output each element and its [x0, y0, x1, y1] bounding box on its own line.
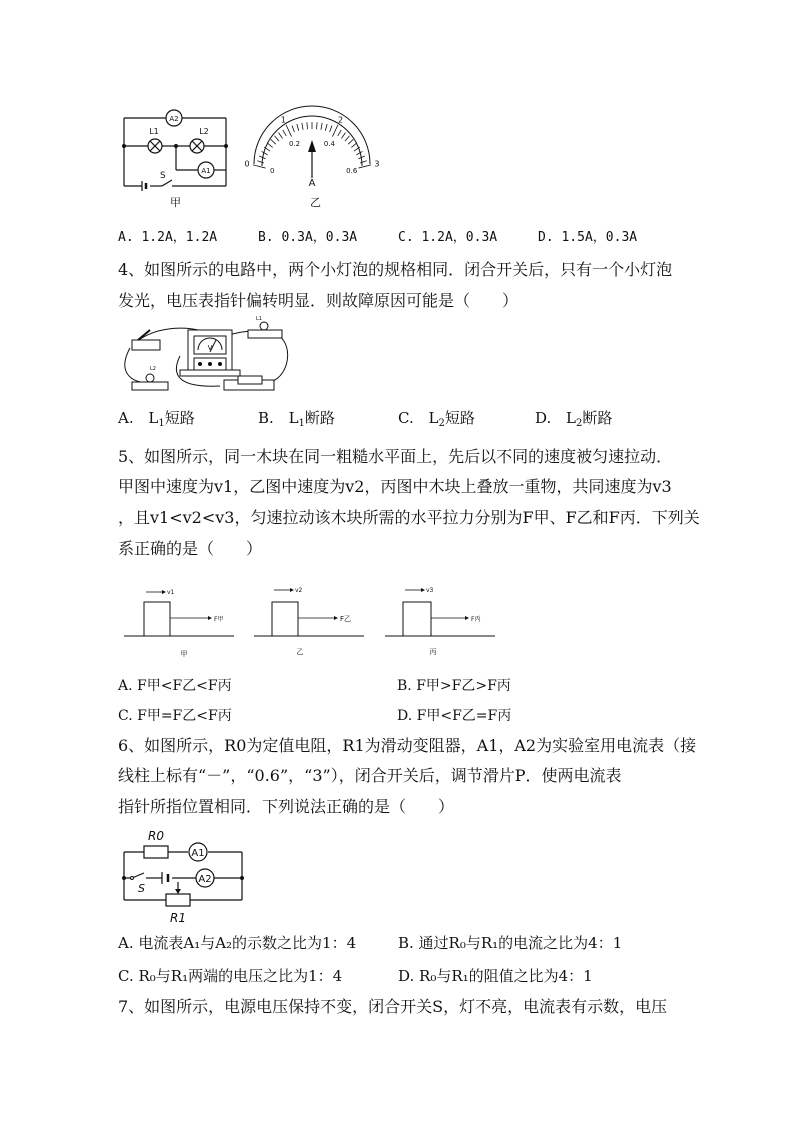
q3-option-d[interactable]: D. 1.5A，0.3A	[538, 230, 638, 245]
q4-l2-label: L2	[150, 366, 156, 372]
q3-meter-tick	[297, 124, 299, 131]
q3-option-a[interactable]: A. 1.2A，1.2A	[118, 230, 218, 245]
q6-r1-label: R1	[170, 911, 186, 925]
q3-meter-top-tick-label: 3	[374, 159, 380, 169]
q6-s-label: S	[138, 882, 145, 895]
q3-meter-tick	[302, 123, 303, 130]
q5-fig3-label: 丙	[429, 648, 437, 656]
q5-fig2-v: v2	[295, 587, 303, 594]
q5-stem-line-1: 5、如图所示，同一木块在同一粗糙水平面上，先后以不同的速度被匀速拉动．	[118, 447, 673, 466]
q3-meter-top-tick-label: 0	[244, 159, 250, 169]
q3-a2-label: A2	[169, 115, 179, 123]
q6-a2-label: A2	[198, 874, 212, 885]
q3-meter-tick	[338, 130, 342, 136]
q3-meter-top-tick-label: 1	[280, 115, 287, 125]
q3-meter-tick	[286, 125, 292, 137]
q3-a1-label: A1	[201, 167, 211, 175]
q4-option-c[interactable]	[398, 408, 475, 434]
q5-fig3-v: v3	[426, 587, 434, 594]
q4-option-b-letter: B.	[258, 409, 274, 427]
q5-fig3-f: F丙	[471, 616, 481, 623]
q3-fig-left-label: 甲	[170, 196, 181, 209]
q5-option-b[interactable]: B. F甲>F乙>F丙	[397, 678, 511, 694]
q3-meter-bottom-tick-label: 0.4	[323, 139, 336, 148]
q4-option-d[interactable]	[535, 408, 612, 434]
q3-meter-tick	[348, 139, 353, 144]
q5-figure-jia	[124, 584, 239, 660]
q6-option-a[interactable]: A. 电流表A₁与A₂的示数之比为1：4	[118, 934, 357, 952]
q6-circuit-diagram	[118, 826, 248, 926]
q3-option-b[interactable]: B. 0.3A，0.3A	[258, 230, 358, 245]
q3-meter-tick	[271, 139, 276, 144]
q5-fig1-label: 甲	[180, 650, 188, 658]
q3-meter-tick	[321, 123, 322, 130]
q5-stem-line-2: 甲图中速度为v1，乙图中速度为v2，丙图中木块上叠放一重物，共同速度为v3	[118, 477, 672, 496]
q4-circuit-photo	[120, 316, 295, 398]
q3-meter-tick	[325, 124, 327, 131]
q3-switch-label: S	[160, 171, 166, 181]
q6-r0-label: R0	[148, 829, 164, 843]
q6-option-d[interactable]: D. R₀与R₁的阻值之比为4：1	[398, 967, 593, 985]
q3-fig-right-label: 乙	[310, 196, 321, 209]
q3-meter-tick	[345, 136, 350, 141]
q3-meter-tick	[316, 122, 317, 129]
q3-meter-tick	[253, 165, 266, 168]
q5-stem-line-4: 系正确的是（ ）	[118, 539, 263, 558]
q3-meter-tick	[358, 165, 371, 168]
q6-option-c[interactable]: C. R₀与R₁两端的电压之比为1：4	[118, 967, 343, 985]
q3-meter-tick	[283, 130, 287, 136]
q4-option-d-letter: D.	[535, 409, 552, 427]
q3-ammeter-dial	[244, 112, 379, 192]
q4-l1-label: L1	[256, 316, 262, 322]
q4-option-c-lamp: L	[428, 409, 439, 427]
q3-meter-tick	[360, 161, 367, 163]
q3-l1-label: L1	[149, 127, 159, 136]
q3-option-c[interactable]: C. 1.2A，0.3A	[398, 230, 498, 245]
q4-option-b[interactable]	[258, 408, 335, 434]
q4-option-d-lamp: L	[566, 409, 577, 427]
q4-option-a[interactable]	[118, 408, 195, 434]
q5-fig1-v: v1	[167, 589, 175, 596]
q4-option-b-lamp: L	[288, 409, 299, 427]
q4-option-d-text: 断路	[582, 409, 613, 427]
q6-option-b[interactable]: B. 通过R₀与R₁的电流之比为4：1	[398, 934, 623, 952]
q3-meter-tick	[274, 136, 279, 141]
q4-stem-line-1: 4、如图所示的电路中，两个小灯泡的规格相同．闭合开关后，只有一个小灯泡	[118, 260, 673, 279]
q6-stem-line-2: 线柱上标有“－”，“0.6”，“3”），闭合开关后，调节滑片P．使两电流表	[118, 766, 622, 785]
q3-meter-unit: A	[308, 178, 316, 189]
q3-meter-tick	[356, 151, 362, 154]
q4-voltmeter-label: V	[207, 344, 213, 352]
q3-meter-bottom-tick-label: 0.2	[288, 139, 301, 148]
q3-meter-tick	[351, 143, 356, 147]
q5-option-d[interactable]: D. F甲<F乙=F丙	[397, 708, 512, 724]
q3-meter-bottom-tick-label: 0	[270, 166, 275, 175]
q4-option-c-text: 短路	[444, 409, 475, 427]
q3-meter-tick	[330, 126, 332, 133]
q3-meter-tick	[279, 133, 283, 139]
q5-stem-line-3: ，且v1<v2<v3，匀速拉动该木块所需的水平拉力分别为F甲、F乙和F丙．下列关	[118, 508, 700, 527]
q4-option-a-lamp: L	[148, 409, 159, 427]
q3-meter-tick	[267, 143, 272, 147]
q6-stem-line-1: 6、如图所示，R0为定值电阻，R1为滑动变阻器，A1，A2为实验室用电流表（接	[118, 736, 697, 755]
q6-stem-line-3: 指针所指位置相同．下列说法正确的是（ ）	[118, 797, 455, 816]
q4-option-c-letter: C.	[398, 409, 414, 427]
q3-meter-top-tick-label: 2	[337, 115, 344, 125]
q5-option-a[interactable]: A. F甲<F乙<F丙	[118, 678, 232, 694]
q3-meter-tick	[262, 151, 268, 154]
q3-circuit-diagram	[118, 108, 238, 198]
q4-option-a-text: 短路	[164, 409, 195, 427]
q5-option-c[interactable]: C. F甲=F乙<F丙	[118, 708, 232, 724]
q4-option-d-sub: 2	[576, 418, 583, 429]
q4-option-c-sub: 2	[438, 418, 445, 429]
q3-meter-bottom-tick-label: 0.6	[346, 166, 358, 175]
q5-figure-yi	[254, 580, 369, 660]
q5-fig2-f: F乙	[340, 615, 352, 623]
q4-option-b-sub: 1	[298, 418, 305, 429]
q4-option-a-letter: A.	[118, 409, 134, 427]
q3-meter-tick	[341, 133, 345, 139]
q4-option-a-sub: 1	[158, 418, 165, 429]
q5-fig2-label: 乙	[296, 648, 304, 656]
q3-meter-tick	[307, 122, 308, 129]
q4-stem-line-2: 发光，电压表指针偏转明显．则故障原因可能是（ ）	[118, 291, 519, 310]
q7-stem-line-1: 7、如图所示，电源电压保持不变，闭合开关S，灯不亮，电流表有示数，电压	[118, 997, 668, 1016]
q4-option-b-text: 断路	[304, 409, 335, 427]
q6-a1-label: A1	[191, 848, 205, 859]
q3-meter-tick	[292, 126, 294, 133]
q5-fig1-f: F甲	[214, 616, 224, 623]
q3-meter-tick	[332, 125, 338, 137]
q3-l2-label: L2	[199, 127, 209, 136]
q3-meter-tick	[257, 161, 264, 163]
q5-figure-bing	[385, 580, 500, 660]
